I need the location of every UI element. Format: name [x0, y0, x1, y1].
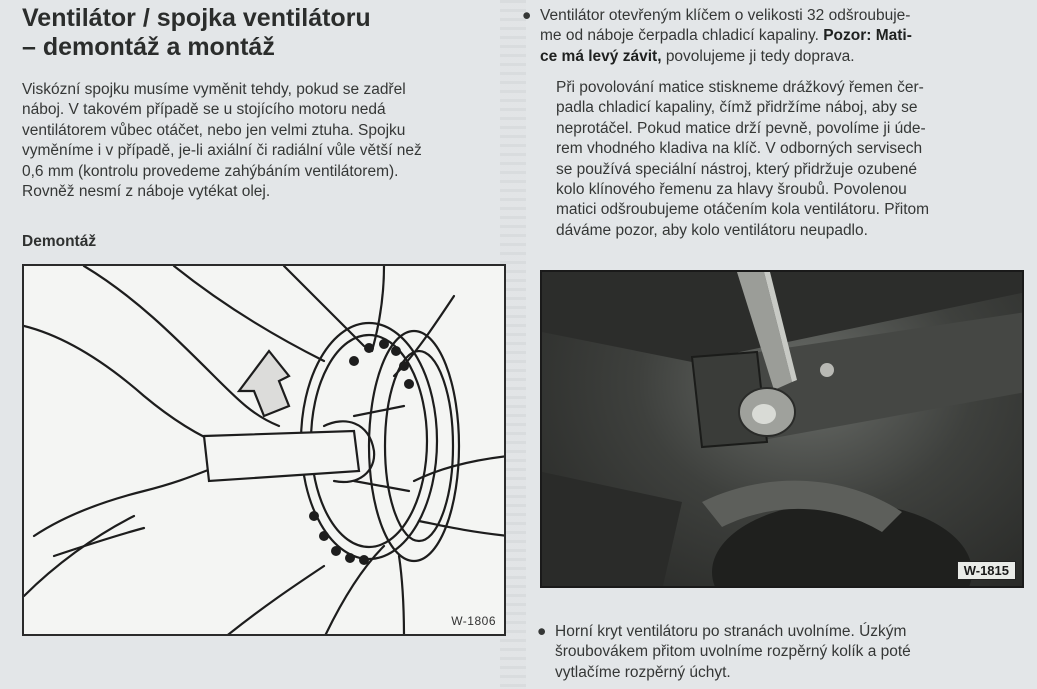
text-line: padla chladicí kapaliny, čímž přidržíme náboj, aby se: [556, 99, 918, 117]
page-title: [22, 4, 492, 62]
text-line: náboj. V takovém případě se u stojícího motoru nedá: [22, 101, 386, 119]
text-line: kolo klínového řemenu za hlavy šroubů. Povolenou: [556, 181, 907, 199]
wrench-on-fan-nut-photo: [540, 270, 1024, 588]
bullet1-warning-cont: ce má levý závit,: [540, 47, 662, 65]
text-line: [537, 622, 1025, 642]
section-heading: Demontáž: [22, 233, 97, 250]
fan-removal-drawing: [22, 264, 506, 636]
instruction-paragraph: [556, 78, 1030, 241]
bullet1-warning: Pozor: Mati-: [823, 27, 912, 45]
text-line: se používá speciální nástroj, který přidržuje ozubené: [556, 160, 918, 178]
text-line: Viskózní spojku musíme vyměnit tehdy, pokud se zadřel: [22, 81, 406, 98]
text-line: neprotáčel. Pokud matice drží pevně, povolíme ji úde-: [556, 119, 926, 137]
bullet-paragraph-1: [522, 6, 1030, 67]
text-line: 0,6 mm (kontrolu provedeme zahýbáním ventilátorem).: [22, 162, 399, 180]
text-line: Rovněž nesmí z náboje vytékat olej.: [22, 183, 271, 201]
bullet1-line3: povolujeme ji tedy doprava.: [665, 47, 855, 65]
intro-paragraph: [22, 80, 506, 202]
drawing-figure-label: W-1806: [451, 614, 496, 628]
bullet2-line1: Horní kryt ventilátoru po stranách uvolníme. Úzkým: [555, 623, 907, 640]
drawing-illustration: [24, 266, 506, 636]
text-line: ventilátorem vůbec otáčet, nebo jen velmi ztuha. Spojku: [22, 121, 406, 139]
text-line: dáváme pozor, aby kolo ventilátoru neupadlo.: [556, 221, 868, 239]
photo-figure-label: W-1815: [957, 561, 1016, 580]
text-line: vyměníme i v případě, je-li axiální či radiální vůle větší než: [22, 142, 422, 160]
text-line: rem vhodného kladiva na klíč. V odborných servisech: [556, 140, 923, 158]
text-line: šroubovákem přitom uvolníme rozpěrný kolík a poté: [555, 643, 911, 661]
photo-illustration: [542, 272, 1024, 588]
text-line: [540, 47, 1030, 67]
title-line: Ventilátor / spojka ventilátoru: [22, 4, 371, 32]
bullet1-line2: me od náboje čerpadla chladicí kapaliny.: [540, 27, 819, 45]
title-line: – demontáž a montáž: [22, 33, 275, 61]
text-line: [522, 6, 1030, 26]
bullet-dot: ●: [537, 623, 547, 640]
text-line: matici odšroubujeme otáčením kola ventilátoru. Přitom: [556, 201, 930, 219]
bullet1-line1: Ventilátor otevřeným klíčem o velikosti 32 odšroubuje-: [540, 7, 911, 24]
text-line: [540, 26, 1030, 46]
text-line: vytlačíme rozpěrný úchyt.: [555, 663, 731, 681]
bullet-dot: ●: [522, 7, 532, 24]
text-line: Při povolování matice stiskneme drážkový řemen čer-: [556, 79, 924, 96]
bullet-paragraph-2: [537, 622, 1025, 683]
